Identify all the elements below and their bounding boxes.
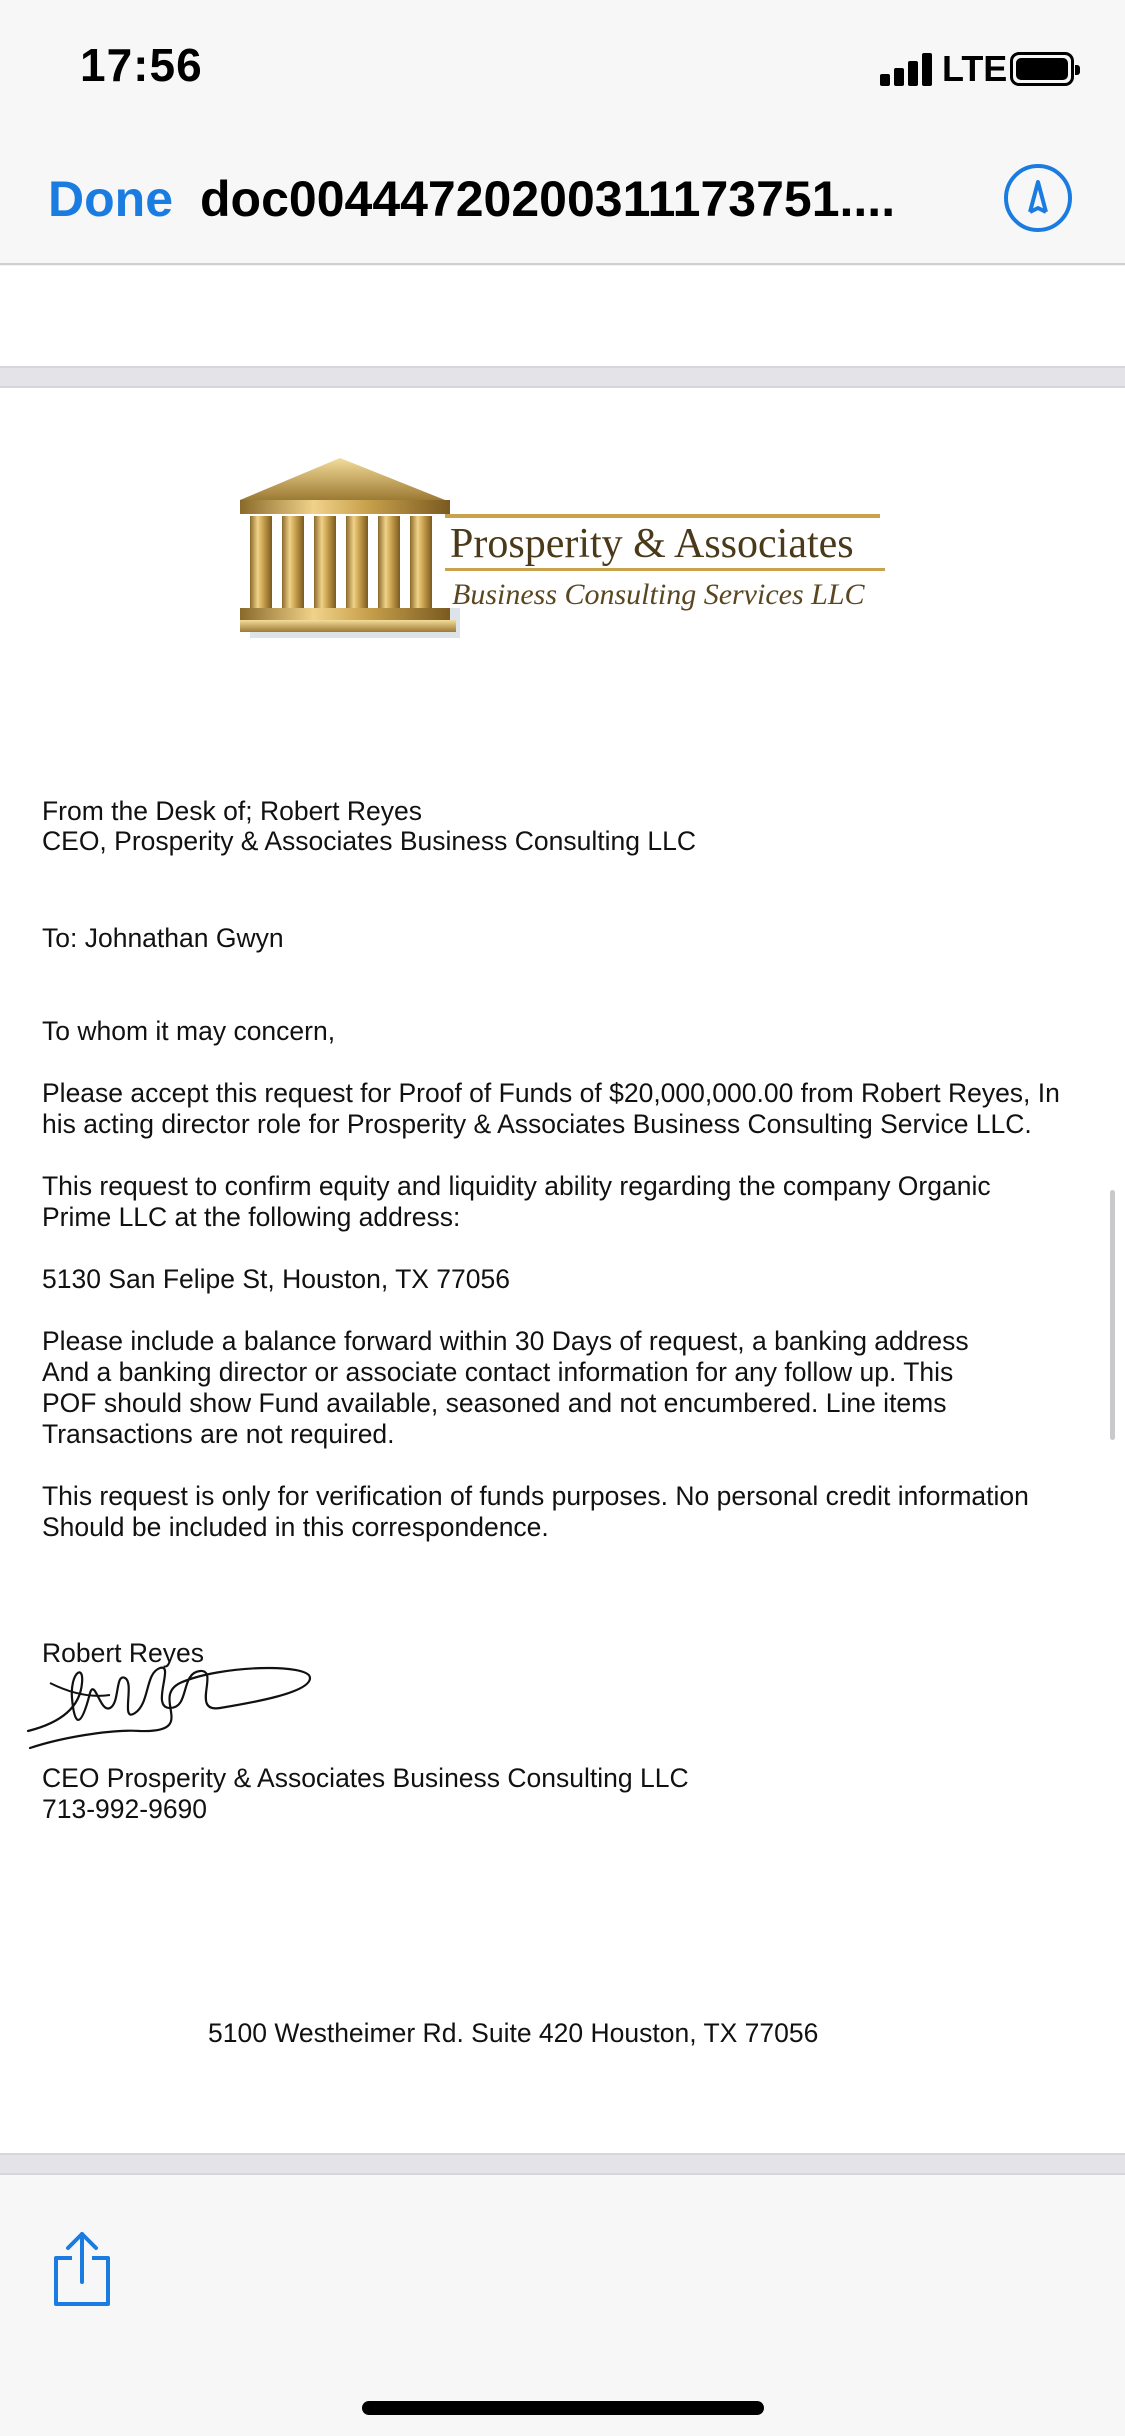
battery-icon xyxy=(1010,52,1074,86)
salutation: To whom it may concern, xyxy=(42,1016,336,1046)
share-icon[interactable] xyxy=(50,2230,114,2310)
paragraph-4-line-1: This request is only for verification of funds purposes. No personal credit information xyxy=(42,1481,1029,1511)
from-line-1: From the Desk of; Robert Reyes xyxy=(42,796,422,826)
markup-icon[interactable] xyxy=(1004,164,1072,232)
page-separator-bottom xyxy=(0,2153,1125,2175)
signal-strength-icon xyxy=(880,52,936,86)
document-page xyxy=(0,388,1125,2153)
paragraph-3-line-1: Please include a balance forward within 30 Days of request, a banking address xyxy=(42,1326,969,1356)
handwritten-signature xyxy=(20,1653,320,1753)
bottom-toolbar xyxy=(0,2175,1125,2436)
page-separator xyxy=(0,366,1125,388)
paragraph-3-line-4: Transactions are not required. xyxy=(42,1419,395,1449)
home-indicator[interactable] xyxy=(362,2401,764,2415)
previous-page-bottom xyxy=(0,266,1125,366)
recipient-line: To: Johnathan Gwyn xyxy=(42,923,284,953)
signer-name: Robert Reyes xyxy=(42,1638,205,1668)
paragraph-4-line-2: Should be included in this correspondence. xyxy=(42,1512,549,1542)
status-bar xyxy=(0,0,1125,130)
signer-title: CEO Prosperity & Associates Business Consulting LLC xyxy=(42,1763,689,1793)
paragraph-2-line-2: Prime LLC at the following address: xyxy=(42,1202,461,1232)
signer-phone: 713-992-9690 xyxy=(42,1794,208,1824)
logo-tagline: Business Consulting Services LLC xyxy=(452,578,865,611)
done-button[interactable]: Done xyxy=(48,171,173,227)
status-time: 17:56 xyxy=(80,39,203,91)
nav-bar xyxy=(0,130,1125,265)
paragraph-2-line-1: This request to confirm equity and liquidity ability regarding the company Organic xyxy=(42,1171,991,1201)
scroll-indicator[interactable] xyxy=(1110,1190,1115,1440)
paragraph-1-line-2: his acting director role for Prosperity & Associates Business Consulting Service LLC. xyxy=(42,1109,1032,1139)
property-address: 5130 San Felipe St, Houston, TX 77056 xyxy=(42,1264,510,1294)
logo-name: Prosperity & Associates xyxy=(450,521,854,567)
paragraph-3-line-3: POF should show Fund available, seasoned and not encumbered. Line items xyxy=(42,1388,947,1418)
paragraph-3-line-2: And a banking director or associate contact information for any follow up. This xyxy=(42,1357,954,1387)
paragraph-1-line-1: Please accept this request for Proof of Funds of $20,000,000.00 from Robert Reyes, In xyxy=(42,1078,1060,1108)
footer-address: 5100 Westheimer Rd. Suite 420 Houston, TX 77056 xyxy=(208,2018,819,2048)
from-line-2: CEO, Prosperity & Associates Business Consulting LLC xyxy=(42,826,696,856)
company-logo xyxy=(240,458,900,673)
carrier-label: LTE xyxy=(942,48,1008,89)
document-title: doc00444720200311173751.... xyxy=(200,171,896,227)
